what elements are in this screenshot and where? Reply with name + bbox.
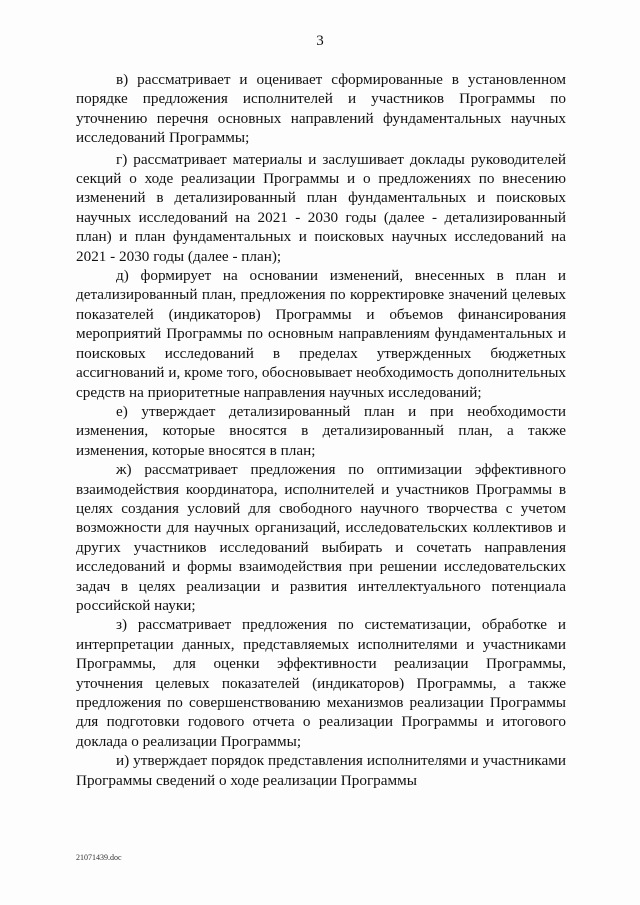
paragraph-z: з) рассматривает предложения по систематизации, обработке и интерпретации данных, представляемых исполнителями и участниками Программы, для оценки эффективности реализации Программы, уточнения целевых показателей (индикаторов) Программы, а также предложения по совершенствованию механизмов реализации Программы для подготовки годового отчета о реализации Программы и итогового доклада о реализации Программы; bbox=[76, 616, 566, 750]
paragraph-i: и) утверждает порядок представления исполнителями и участниками Программы сведений о ходе реализации Программы bbox=[76, 752, 566, 789]
paragraph-d: д) формирует на основании изменений, внесенных в план и детализированный план, предложения по корректировке значений целевых показателей (индикаторов) Программы и объемов финансирования мероприятий Программы по основным направлениям фундаментальных и поисковых исследований в пределах утвержденных бюджетных ассигнований и, кроме того, обосновывает необходимость дополнительных средств на приоритетные направления научных исследований; bbox=[76, 267, 566, 401]
page-number: 3 bbox=[316, 33, 324, 49]
footer-filename: 21071439.doc bbox=[76, 853, 122, 862]
document-body bbox=[76, 70, 566, 790]
paragraph-zh: ж) рассматривает предложения по оптимизации эффективного взаимодействия координатора, исполнителей и участников Программы в целях создания условий для свободного научного творчества с учетом возможности для научных организаций, исследовательских коллективов и других участников исследований выбирать и сочетать направления исследований и формы взаимодействия при решении исследовательских задач в целях реализации и развития интеллектуального потенциала российской науки; bbox=[76, 461, 566, 614]
paragraph-v: в) рассматривает и оценивает сформированные в установленном порядке предложения исполнителей и участников Программы по уточнению перечня основных направлений фундаментальных научных исследований Программы; bbox=[76, 71, 566, 147]
paragraph-e: е) утверждает детализированный план и при необходимости изменения, которые вносятся в детализированный план, а также изменения, которые вносятся в план; bbox=[76, 402, 566, 459]
paragraph-g: г) рассматривает материалы и заслушивает доклады руководителей секций о ходе реализации Программы и о предложениях по внесению изменений в детализированный план фундаментальных и поисковых научных исследований на 2021 - 2030 годы (далее - детализированный план) и план фундаментальных и поисковых научных исследований на 2021 - 2030 годы (далее - план); bbox=[76, 150, 566, 265]
